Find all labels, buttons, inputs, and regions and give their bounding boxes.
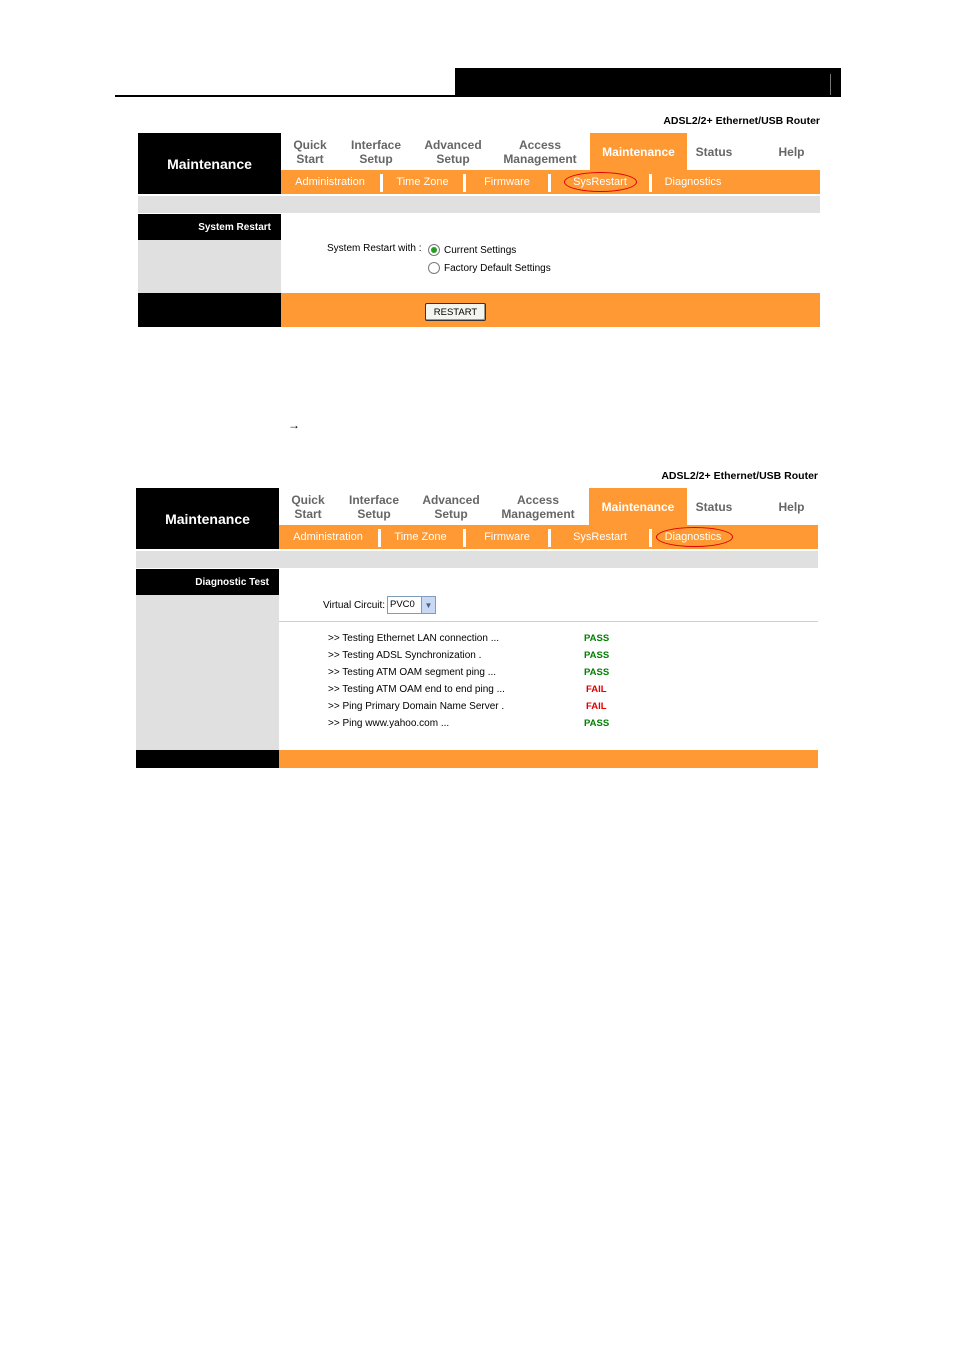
tab-time-zone[interactable]: Time Zone [396,176,449,188]
test-name: >> Testing ATM OAM end to end ping ... [328,684,505,695]
highlight-oval [656,527,733,547]
menu-quick-start-line1: Quick [293,137,327,152]
test-name: >> Testing ATM OAM segment ping ... [328,667,497,678]
menu-access-management[interactable] [491,488,585,525]
brand-label: Maintenance [136,488,279,549]
diagnostic-test-panel [136,469,818,768]
sub-menu [281,170,820,194]
separator-bar [138,196,820,213]
header-divider [830,74,831,96]
menu-interface-setup[interactable] [339,133,413,170]
virtual-circuit-label: Virtual Circuit: [323,600,386,611]
test-result: PASS [584,650,610,661]
menu-interface-setup-line2: Setup [357,506,391,521]
page-header-bar [455,68,841,96]
sub-menu [279,525,818,549]
menu-advanced-setup-line2: Setup [436,151,470,166]
test-result: PASS [584,667,610,678]
section-label: System Restart [138,214,281,240]
virtual-circuit-select[interactable] [387,596,436,614]
menu-advanced-setup-line1: Advanced [422,492,480,507]
menu-access-management[interactable] [493,133,587,170]
brand-label: Maintenance [138,133,281,194]
menu-maintenance[interactable]: Maintenance [590,133,687,170]
menu-advanced-setup[interactable] [413,133,493,170]
header-rule [115,95,841,97]
menu-interface-setup-line1: Interface [350,137,402,152]
factory-default-label: Factory Default Settings [444,263,551,274]
top-navigation [136,488,818,549]
top-navigation [138,133,820,194]
product-name: ADSL2/2+ Ethernet/USB Router [663,115,820,127]
radio-selected-dot [431,247,437,253]
test-name: >> Testing ADSL Synchronization . [328,650,482,661]
main-menu [279,488,818,525]
tab-administration[interactable]: Administration [293,531,363,543]
menu-quick-start-line1: Quick [291,492,325,507]
menu-maintenance[interactable]: Maintenance [589,488,687,525]
section-label: Diagnostic Test [136,569,279,595]
product-name: ADSL2/2+ Ethernet/USB Router [661,470,818,482]
divider [279,621,818,622]
menu-advanced-setup-line1: Advanced [424,137,482,152]
test-result: PASS [584,633,610,644]
menu-status[interactable]: Status [695,144,733,159]
current-settings-radio[interactable] [428,244,440,256]
menu-access-management-line1: Access [516,492,560,507]
test-result: PASS [584,718,610,729]
tab-administration[interactable]: Administration [295,176,365,188]
test-result: FAIL [586,684,607,695]
menu-help[interactable]: Help [778,144,805,159]
menu-interface-setup-line2: Setup [359,151,393,166]
tab-diagnostics[interactable]: Diagnostics [664,176,722,188]
virtual-circuit-value: PVC0 [390,599,415,610]
test-name: >> Ping www.yahoo.com ... [328,718,450,729]
highlight-oval [564,172,637,192]
main-menu [281,133,820,170]
menu-quick-start-line2: Start [296,151,324,166]
menu-access-management-line2: Management [501,506,575,521]
menu-interface-setup-line1: Interface [348,492,400,507]
tab-diagnostics[interactable]: Diagnostics [664,531,722,543]
restart-with-label: System Restart with : [327,243,422,254]
menu-access-management-line2: Management [503,151,577,166]
factory-default-radio[interactable] [428,262,440,274]
separator-bar [136,551,818,568]
system-restart-panel [138,114,820,328]
footer-left [138,293,281,327]
restart-content [281,214,820,293]
diagnostic-content [279,569,818,750]
tab-sysrestart[interactable]: SysRestart [573,176,627,188]
left-column [138,240,281,293]
menu-advanced-setup-line2: Setup [434,506,468,521]
menu-status[interactable]: Status [695,499,733,514]
left-column [136,595,279,750]
restart-button[interactable]: RESTART [425,303,486,321]
menu-quick-start[interactable] [281,133,339,170]
test-result: FAIL [586,701,607,712]
menu-help[interactable]: Help [778,499,805,514]
tab-firmware[interactable]: Firmware [484,176,530,188]
current-settings-label: Current Settings [444,245,517,256]
chevron-down-icon: ▼ [421,597,435,613]
tab-time-zone[interactable]: Time Zone [394,531,447,543]
menu-interface-setup[interactable] [337,488,411,525]
test-name: >> Testing Ethernet LAN connection ... [328,633,500,644]
footer-bar [279,750,818,768]
footer-bar [281,293,820,327]
arrow-icon: → [288,418,300,432]
menu-quick-start[interactable] [279,488,337,525]
test-name: >> Ping Primary Domain Name Server . [328,701,505,712]
menu-advanced-setup[interactable] [411,488,491,525]
tab-sysrestart[interactable]: SysRestart [573,531,627,543]
footer-left [136,750,279,768]
menu-quick-start-line2: Start [294,506,322,521]
tab-firmware[interactable]: Firmware [484,531,530,543]
menu-access-management-line1: Access [518,137,562,152]
